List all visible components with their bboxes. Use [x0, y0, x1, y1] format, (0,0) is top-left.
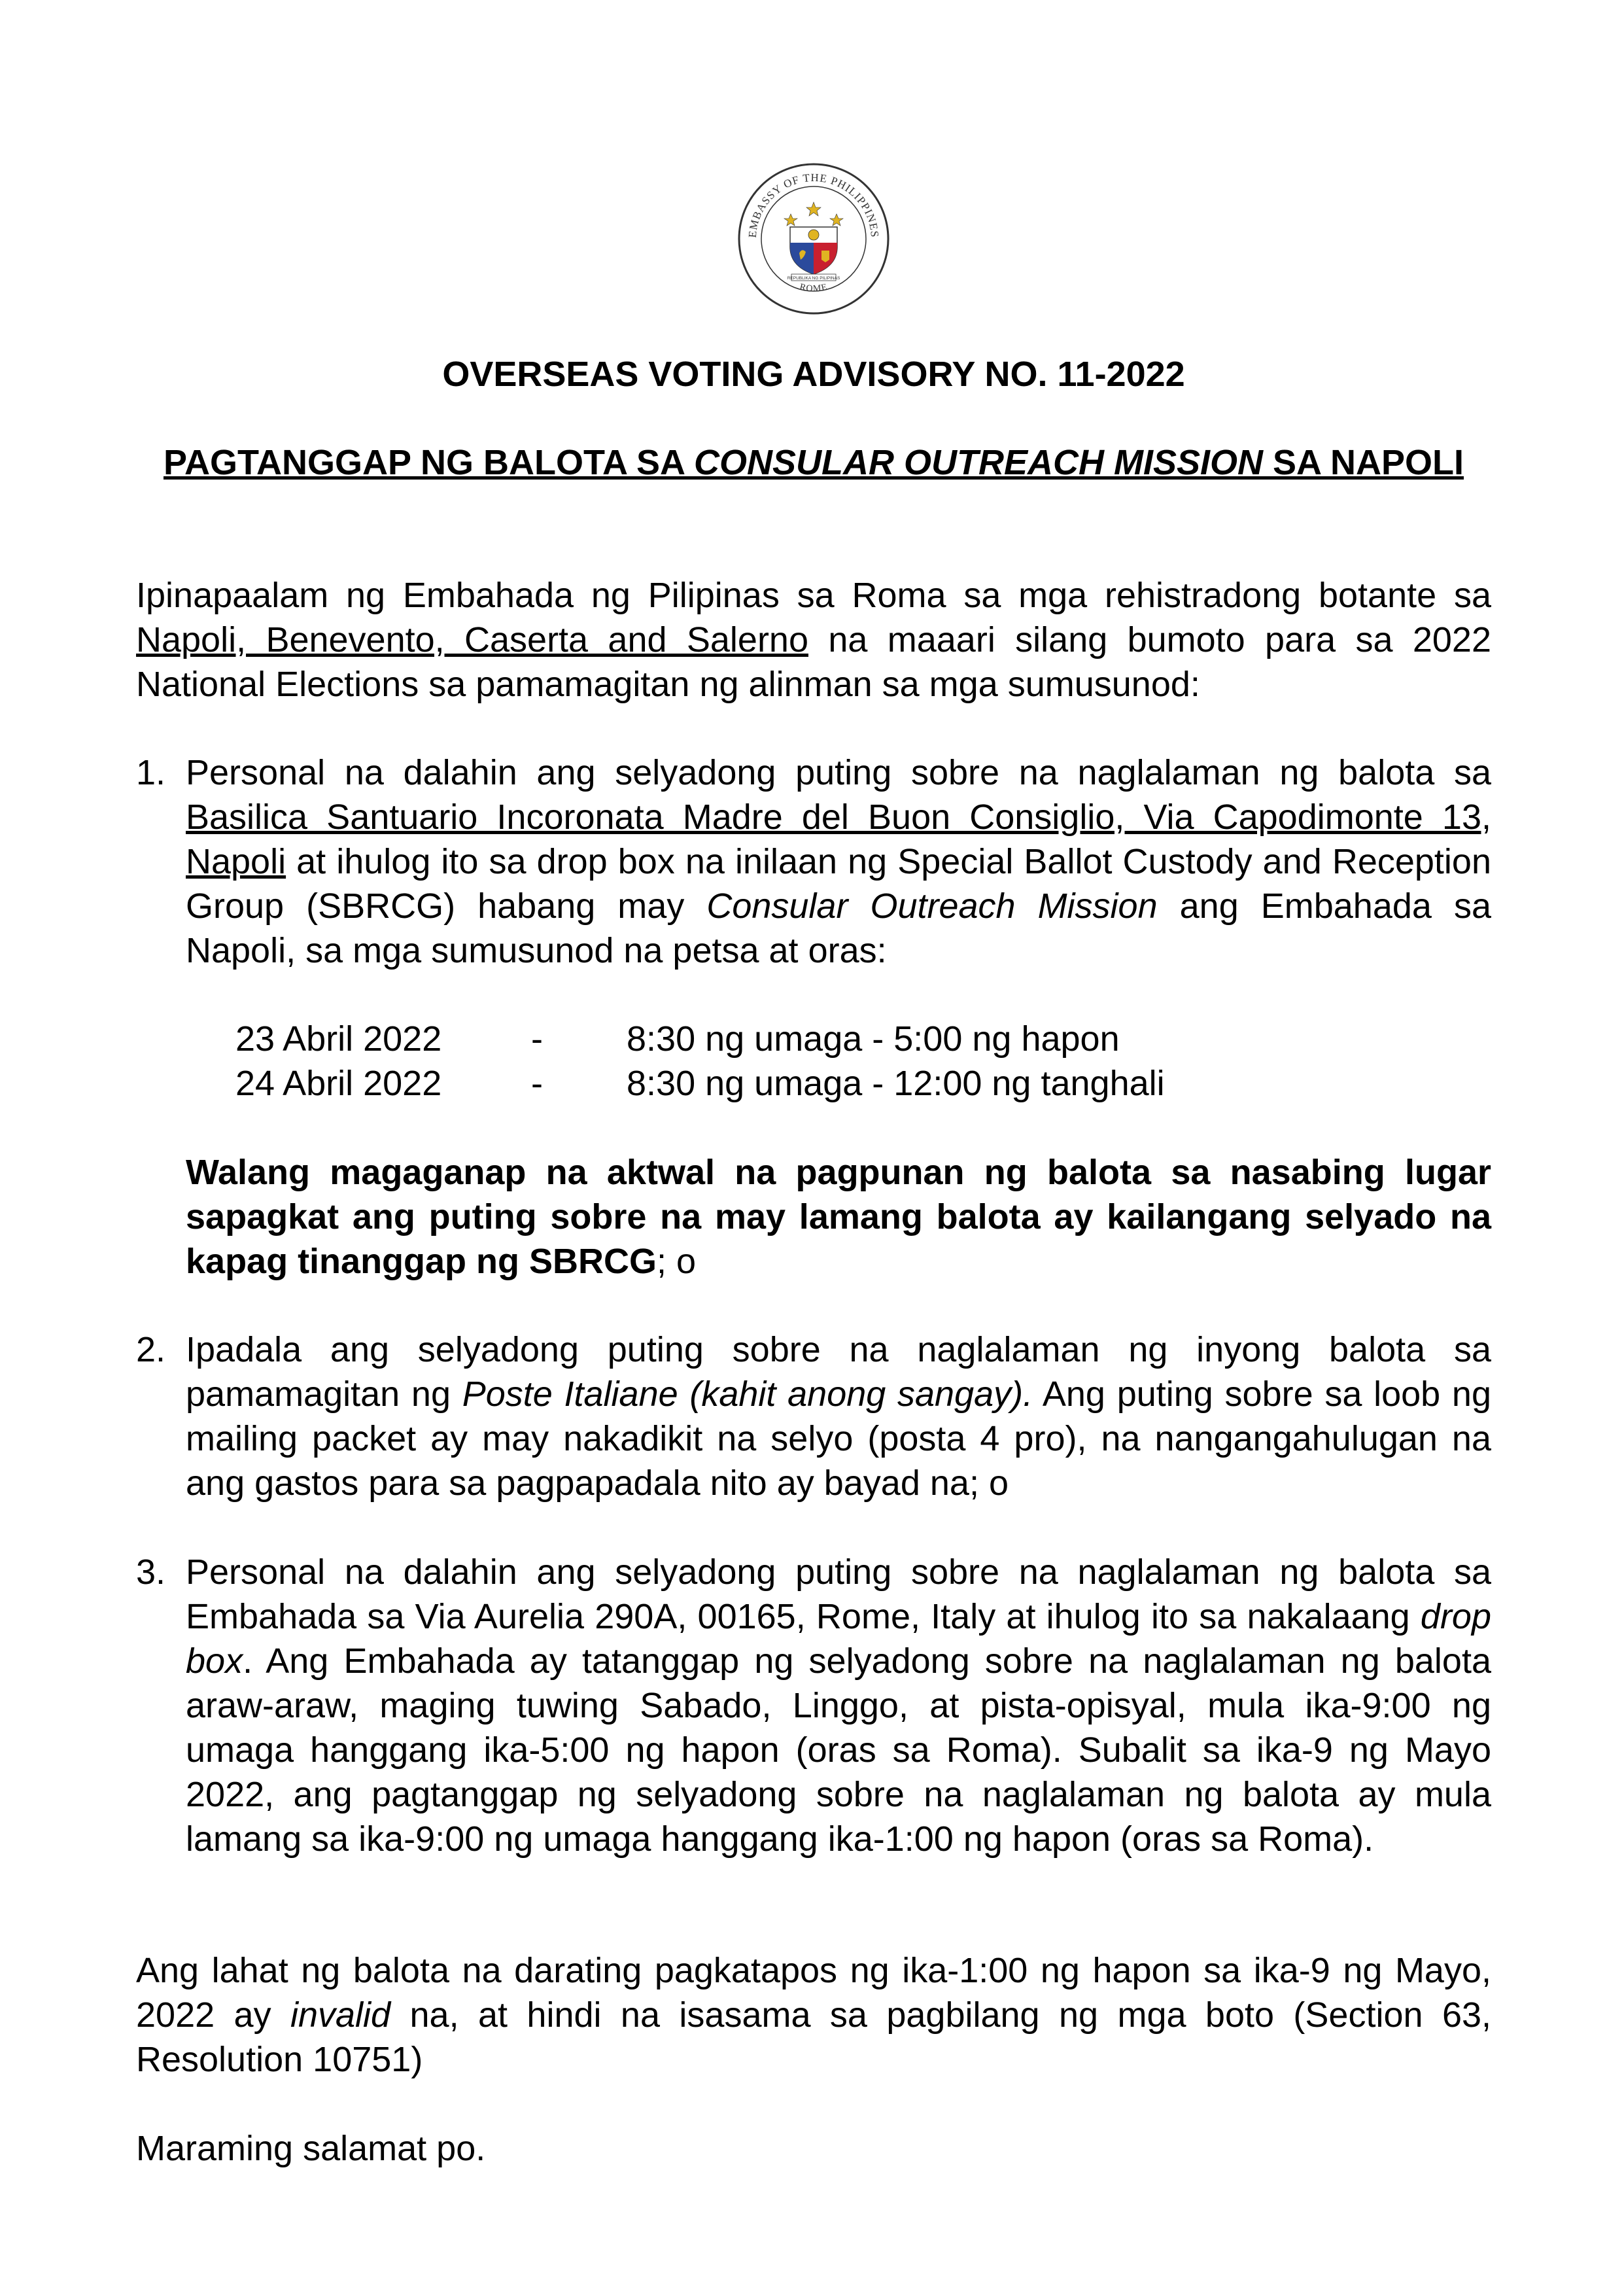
item1-note [136, 1150, 1491, 1284]
item1-text-3: ang Embahada sa Napoli, sa mga sumusunod na petsa at oras: [186, 886, 1491, 970]
intro-text-2: na maaari silang bumoto para sa 2022 National Elections sa pamamagitan ng alinman sa mga sumusunod: [136, 620, 1491, 704]
item2-poste: Poste Italiane (kahit anong sangay). [462, 1375, 1033, 1414]
closing-text-1: Ang lahat ng balota na darating pagkatapos ng ika-1:00 ng hapon sa ika-9 ng Mayo, 2022 ay [136, 1951, 1491, 2035]
advisory-title: OVERSEAS VOTING ADVISORY NO. 11-2022 [442, 355, 1185, 394]
schedule-date: 23 Abril 2022 [235, 1019, 442, 1059]
schedule-date: 24 Abril 2022 [235, 1064, 442, 1103]
item2-text-2: Ang puting sobre sa loob ng mailing packet ay may nakadikit na selyo (posta 4 pro), na nangangahulugan na ang gastos para sa pagpapadala nito ay bayad na; o [186, 1375, 1491, 1503]
closing-invalid: invalid [290, 1995, 391, 2035]
item1-note-end: ; o [657, 1242, 697, 1281]
schedule-row [235, 1061, 1282, 1106]
thanks-line: Maraming salamat po. [136, 2129, 486, 2168]
subtitle-part-3: SA NAPOLI [1263, 443, 1464, 482]
subtitle-part-1: PAGTANGGAP NG BALOTA SA [163, 443, 694, 482]
item1-text-1: Personal na dalahin ang selyadong puting sobre na naglalaman ng balota sa [186, 753, 1491, 792]
schedule-time: 8:30 ng umaga - 12:00 ng tanghali [627, 1064, 1165, 1103]
schedule-row [235, 1017, 1282, 1061]
list-item-1-number: 1. [136, 753, 166, 792]
closing-paragraph [136, 1948, 1491, 2082]
item3-dropbox: drop box [186, 1597, 1491, 1681]
seal-arc-top-text: EMBASSY OF THE PHILIPPINES [746, 171, 882, 239]
subtitle-mission: CONSULAR OUTREACH MISSION [693, 443, 1263, 482]
list-item-1 [136, 750, 1491, 973]
advisory-subtitle [136, 440, 1491, 485]
closing-text-2: na, at hindi na isasama sa pagbilang ng mga boto (Section 63, Resolution 10751) [136, 1995, 1492, 2079]
item2-text-1: Ipadala ang selyadong puting sobre na naglalaman ng inyong balota sa pamamagitan ng [186, 1330, 1491, 1414]
list-item-2-number: 2. [136, 1330, 166, 1369]
item1-note-body [186, 1150, 1491, 1284]
embassy-seal [736, 162, 891, 316]
item1-note-bold: Walang magaganap na aktwal na pagpunan ng balota sa nasabing lugar sapagkat ang puting sobre na may lamang balota ay kailangang selyado na kapag tinanggap ng SBRCG [186, 1153, 1491, 1281]
item3-text-2: . Ang Embahada ay tatanggap ng selyadong sobre na naglalaman ng balota araw-araw, maging tuwing Sabado, Linggo, at pista-opisyal, mula ika-9:00 ng umaga hanggang ika-5:00 ng hapon (oras sa Roma). Subalit sa ika-9 ng Mayo 2022, ang pagtanggap ng selyadong sobre na naglalaman ng balota ay mula lamang sa ika-9:00 ng umaga hanggang ika-1:00 ng hapon (oras sa Roma). [186, 1641, 1491, 1859]
schedule-time: 8:30 ng umaga - 5:00 ng hapon [627, 1019, 1120, 1059]
intro-text-1: Ipinapaalam ng Embahada ng Pilipinas sa Roma sa mga rehistradong botante sa [136, 576, 1491, 615]
item1-text-2: at ihulog ito sa drop box na inilaan ng Special Ballot Custody and Reception Group (SBRCG) habang may [186, 842, 1491, 926]
list-item-1-body [186, 750, 1491, 973]
intro-paragraph [136, 573, 1491, 707]
list-item-3-body [186, 1550, 1491, 1861]
schedule-separator: - [531, 1019, 543, 1059]
item1-address: Basilica Santuario Incoronata Madre del Buon Consiglio, Via Capodimonte 13, Napoli [186, 797, 1491, 881]
item3-text-1: Personal na dalahin ang selyadong puting sobre na naglalaman ng balota sa Embahada sa Via Aurelia 290A, 00165, Rome, Italy at ihulog ito sa nakalaang [186, 1552, 1491, 1636]
list-item-2 [136, 1327, 1491, 1505]
seal-banner-text: REPUBLIKA NG PILIPINAS [787, 276, 840, 281]
list-item-2-body [186, 1327, 1491, 1505]
list-item-3-number: 3. [136, 1552, 166, 1592]
schedule-table [235, 1017, 1282, 1106]
seal-arc-bottom-text: ROME [799, 282, 829, 294]
intro-places: Napoli, Benevento, Caserta and Salerno [136, 620, 808, 659]
list-item-3 [136, 1550, 1491, 1861]
schedule-separator: - [531, 1064, 543, 1103]
item1-mission: Consular Outreach Mission [706, 886, 1158, 926]
